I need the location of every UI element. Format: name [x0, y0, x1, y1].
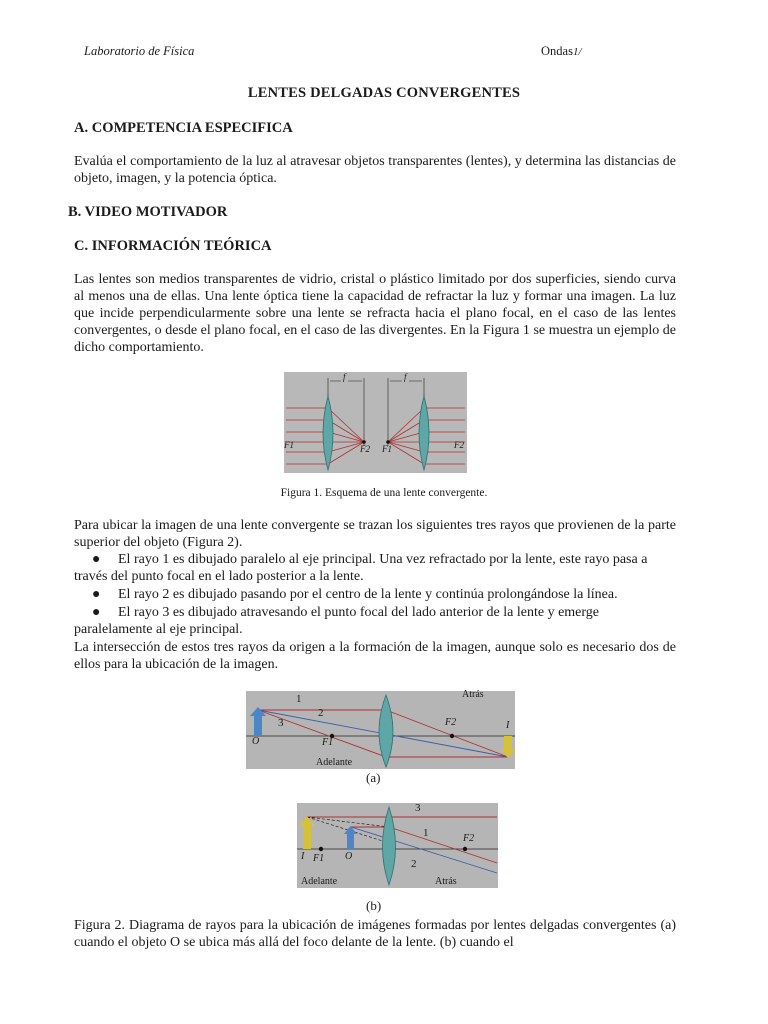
rays-outro-text: La intersección de estos tres rayos da origen a la formación de la imagen, aunque solo es necesario dos de ellos para la ubicación de la imagen. [74, 640, 676, 672]
fig2b-O-label: O [345, 851, 353, 862]
fig2b-ray3-label: 3 [415, 802, 421, 814]
figure-1-caption: Figura 1. Esquema de una lente convergente. [280, 487, 488, 499]
fig2b-F1-label: F1 [313, 853, 325, 864]
header-right-suffix: 1/ [572, 46, 582, 58]
bullet-dot: ● [92, 587, 101, 602]
bullet-text: El rayo 3 es dibujado atravesando el punto focal del lado anterior de la lente y emerge paralelamente al eje principal. [74, 605, 600, 637]
fig1-f-right: f [404, 372, 407, 382]
fig2b-ray2-label: 2 [411, 858, 417, 870]
fig2a-ray1-label: 1 [296, 693, 302, 705]
fig2a-I-label: I [506, 720, 510, 731]
figure-1 [284, 372, 467, 473]
rays-intro-text: Para ubicar la imagen de una lente convergente se trazan los siguientes tres rayos que provienen de la parte superior del objeto (Figura 2). [74, 518, 676, 550]
list-item [74, 551, 676, 585]
rays-bullet-list [74, 551, 676, 639]
fig2a-ray2-label: 2 [318, 707, 324, 719]
fig2a-F2-label: F2 [445, 717, 457, 728]
section-c-heading: C. INFORMACIÓN TEÓRICA [74, 238, 272, 254]
fig1-F1-left: F1 [284, 440, 294, 450]
header-right-text: Ondas [541, 44, 573, 58]
fig1-F2-right: F2 [454, 440, 464, 450]
section-a-heading: A. COMPETENCIA ESPECIFICA [74, 120, 293, 136]
bullet-dot: ● [92, 605, 101, 620]
bullet-text: El rayo 1 es dibujado paralelo al eje principal. Una vez refractado por la lente, este rayo pasa a través del punto focal en el lado posterior a la lente. [74, 552, 648, 584]
figure-1-diagram [284, 372, 467, 473]
fig2a-atras-label: Atrás [462, 689, 484, 700]
fig2a-ray3-label: 3 [278, 717, 284, 729]
section-c-text: Las lentes son medios transparentes de vidrio, cristal o plástico limitado por dos superficies, siendo curva al menos una de ellas. Una lente óptica tiene la capacidad de refractar la luz y formar una imagen. La luz que incide perpendicularmente sobre una lente se refracta hacia el plano focal, en el caso de las lentes convergentes, o desde el plano focal, en el caso de las divergentes. En la Figura 1 se muestra un ejemplo de dicho comportamiento. [74, 272, 676, 355]
header-right [541, 44, 582, 59]
header-left: Laboratorio de Física [84, 44, 195, 58]
figure-2-caption: Figura 2. Diagrama de rayos para la ubicación de imágenes formadas por lentes delgadas convergentes (a) cuando el objeto O se ubica más allá del foco delante de la lente. (b) cuando el [74, 918, 676, 950]
figure-2a [246, 691, 515, 769]
fig2a-F1-label: F1 [322, 737, 334, 748]
fig1-F1-right: F1 [382, 444, 392, 454]
list-item [74, 604, 676, 638]
figure-2a-sublabel: (a) [366, 770, 381, 785]
fig2b-atras-label: Atrás [435, 876, 457, 887]
fig2a-O-label: O [252, 736, 260, 747]
fig2b-ray1-label: 1 [423, 827, 429, 839]
fig2b-I-label: I [301, 851, 305, 862]
figure-2b [297, 803, 498, 888]
section-b-heading: B. VIDEO MOTIVADOR [68, 204, 228, 220]
fig2b-adelante-label: Adelante [301, 876, 338, 887]
section-a-text: Evalúa el comportamiento de la luz al atravesar objetos transparentes (lentes), y determina las distancias de objeto, imagen, y la potencia óptica. [74, 154, 676, 186]
fig2a-adelante-label: Adelante [316, 757, 353, 768]
fig1-F2-left: F2 [360, 444, 370, 454]
page-title: LENTES DELGADAS CONVERGENTES [247, 85, 521, 101]
fig1-f-left: f [343, 372, 346, 382]
bullet-dot: ● [92, 552, 101, 567]
bullet-text: El rayo 2 es dibujado pasando por el centro de la lente y continúa prolongándose la línea. [118, 587, 618, 602]
figure-2b-sublabel: (b) [366, 898, 382, 913]
fig2b-F2-label: F2 [463, 833, 475, 844]
list-item [74, 586, 676, 603]
figure-2a-diagram [246, 691, 515, 769]
